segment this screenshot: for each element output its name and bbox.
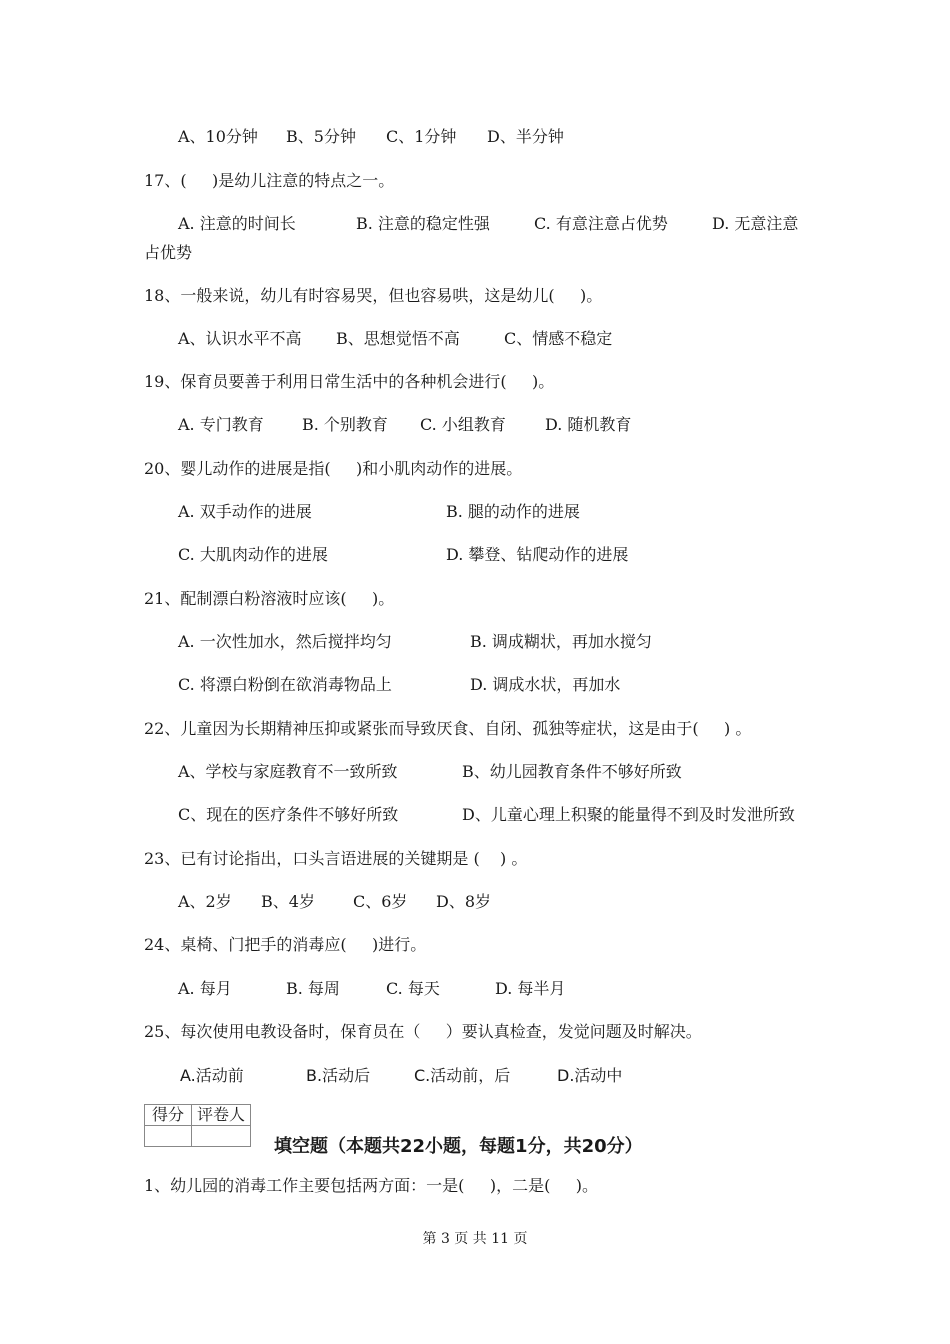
q20-option-d: D. 攀登、钻爬动作的进展	[446, 545, 629, 564]
score-cell	[145, 1126, 192, 1147]
q24-option-b: B. 每周	[286, 979, 340, 998]
q22-option-d: D、儿童心理上积聚的能量得不到及时发泄所致	[462, 805, 795, 824]
q23-stem: 23、已有讨论指出，口头言语进展的关键期是 ( ) 。	[144, 849, 528, 868]
q19-option-a: A. 专门教育	[178, 415, 264, 434]
q25-option-c: C.活动前，后	[414, 1066, 511, 1085]
q21-option-c: C. 将漂白粉倒在欲消毒物品上	[178, 675, 392, 694]
q17-option-c: C. 有意注意占优势	[534, 214, 668, 233]
q16-option-b: B、5分钟	[286, 127, 356, 146]
q22-option-b: B、幼儿园教育条件不够好所致	[462, 762, 682, 781]
section-title: 填空题（本题共22小题，每题1分，共20分）	[274, 1136, 643, 1157]
q18-option-b: B、思想觉悟不高	[336, 329, 460, 348]
q24-stem: 24、桌椅、门把手的消毒应( )进行。	[144, 935, 427, 954]
q23-option-c: C、6岁	[353, 892, 408, 911]
q22-option-c: C、现在的医疗条件不够好所致	[178, 805, 399, 824]
q21-option-a: A. 一次性加水，然后搅拌均匀	[178, 632, 392, 651]
q16-option-a: A、10分钟	[178, 127, 258, 146]
q24-option-c: C. 每天	[386, 979, 440, 998]
q25-option-d: D.活动中	[557, 1066, 623, 1085]
q18-stem: 18、一般来说，幼儿有时容易哭，但也容易哄，这是幼儿( )。	[144, 286, 603, 305]
q23-option-b: B、4岁	[261, 892, 315, 911]
q25-option-b: B.活动后	[306, 1066, 371, 1085]
score-header: 得分	[145, 1105, 192, 1126]
q21-option-b: B. 调成糊状，再加水搅匀	[470, 632, 652, 651]
score-table	[144, 1104, 251, 1147]
q20-option-b: B. 腿的动作的进展	[446, 502, 580, 521]
q19-option-c: C. 小组教育	[420, 415, 506, 434]
q24-option-d: D. 每半月	[495, 979, 566, 998]
q20-option-c: C. 大肌肉动作的进展	[178, 545, 328, 564]
q17-option-d-wrap: 占优势	[144, 243, 193, 262]
q25-option-a: A.活动前	[180, 1066, 244, 1085]
q21-option-d: D. 调成水状，再加水	[470, 675, 621, 694]
grader-cell	[192, 1126, 251, 1147]
q25-stem: 25、每次使用电教设备时，保育员在（ ）要认真检查，发觉问题及时解决。	[144, 1022, 702, 1041]
q23-option-d: D、8岁	[436, 892, 492, 911]
page-footer: 第 3 页 共 11 页	[422, 1231, 528, 1247]
q17-option-b: B. 注意的稳定性强	[356, 214, 490, 233]
grader-header: 评卷人	[192, 1105, 251, 1126]
q17-option-a: A. 注意的时间长	[178, 214, 296, 233]
q17-option-d: D. 无意注意	[712, 214, 799, 233]
fill1-stem: 1、幼儿园的消毒工作主要包括两方面：一是( )，二是( )。	[144, 1176, 599, 1195]
q24-option-a: A. 每月	[178, 979, 232, 998]
q19-option-d: D. 随机教育	[545, 415, 632, 434]
q20-option-a: A. 双手动作的进展	[178, 502, 312, 521]
q22-option-a: A、学校与家庭教育不一致所致	[178, 762, 398, 781]
q19-stem: 19、保育员要善于利用日常生活中的各种机会进行( )。	[144, 372, 555, 391]
q17-stem: 17、( )是幼儿注意的特点之一。	[144, 171, 395, 190]
q23-option-a: A、2岁	[178, 892, 232, 911]
q19-option-b: B. 个别教育	[302, 415, 388, 434]
q20-stem: 20、婴儿动作的进展是指( )和小肌肉动作的进展。	[144, 459, 523, 478]
q16-option-c: C、1分钟	[386, 127, 457, 146]
q18-option-a: A、认识水平不高	[178, 329, 302, 348]
q16-option-d: D、半分钟	[487, 127, 564, 146]
q21-stem: 21、配制漂白粉溶液时应该( )。	[144, 589, 395, 608]
q22-stem: 22、儿童因为长期精神压抑或紧张而导致厌食、自闭、孤独等症状，这是由于( ) 。	[144, 719, 752, 738]
q18-option-c: C、情感不稳定	[504, 329, 613, 348]
